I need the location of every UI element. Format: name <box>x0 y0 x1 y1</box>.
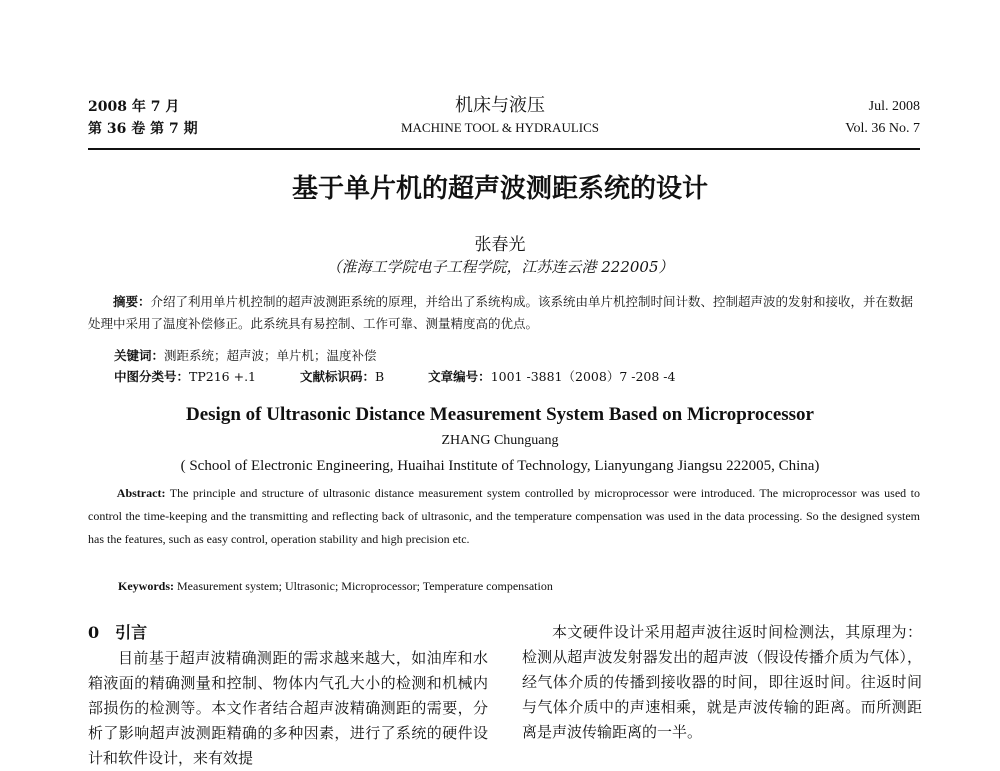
doc-code-label: 文献标识码： <box>299 369 375 384</box>
method-paragraph: 本文硬件设计采用超声波往返时间检测法，其原理为：检测从超声波发射器发出的超声波（假设传播介质为气体），经气体介质的传播到接收器的时间，即往返时间。往返时间与气体介质中的声速相乘，就是声波传输的距离。而所测距离是声波传输距离的一半。 <box>522 623 922 741</box>
journal-name-en: MACHINE TOOL & HYDRAULICS <box>400 120 599 135</box>
article-no-label: 文章编号： <box>428 369 491 384</box>
clc-value: TP216 +.1 <box>189 369 256 384</box>
abstract-cn <box>88 291 920 335</box>
journal-name-cn: 机床与液压 <box>455 95 545 116</box>
intro-paragraph: 目前基于超声波精确测距的需求越来越大，如油库和水箱液面的精确测量和控制、物体内气孔大小的检测和机械内部损伤的检测等。本文作者结合超声波精确测距的需要，分析了影响超声波测距精确的多种因素，进行了系统的硬件设计和软件设计，来有效提 <box>88 649 488 767</box>
doc-code-value: B <box>375 369 385 384</box>
header-rule <box>88 148 920 150</box>
header-right <box>845 96 920 140</box>
abstract-cn-text: 介绍了利用单片机控制的超声波测距系统的原理，并给出了系统构成。该系统由单片机控制时间计数、控制超声波的发射和接收，并在数据处理中采用了温度补偿修正。此系统具有易控制、工作可靠、测量精度高的优点。 <box>88 294 914 331</box>
issue-date-cn: 2008 年 7 月 <box>88 99 180 115</box>
paper-title-cn: 基于单片机的超声波测距系统的设计 <box>291 174 708 204</box>
paper-title-en: Design of Ultrasonic Distance Measurement System Based on Microprocessor <box>186 404 814 425</box>
keywords-cn-label: 关键词： <box>114 348 165 363</box>
article-no-value: 1001 -3881（2008）7 -208 -4 <box>490 369 676 384</box>
author-cn: 张春光 <box>474 235 526 255</box>
clc-label: 中图分类号： <box>114 369 190 384</box>
affiliation-cn: （淮海工学院电子工程学院，江苏连云港 222005） <box>326 258 674 276</box>
abstract-en-label: Abstract: <box>116 486 166 500</box>
header-left <box>88 96 198 140</box>
volume-cn: 第 36 卷 第 7 期 <box>88 121 198 137</box>
issue-date-en: Jul. 2008 <box>868 99 920 114</box>
abstract-en <box>88 482 920 551</box>
body-right-column <box>522 620 922 745</box>
keywords-cn-text: 测距系统；超声波；单片机；温度补偿 <box>164 348 377 363</box>
keywords-en-label: Keywords: <box>118 579 174 593</box>
volume-en: Vol. 36 No. 7 <box>845 121 920 136</box>
author-en: ZHANG Chunguang <box>441 433 559 448</box>
keywords-en-text: Measurement system; Ultrasonic; Microprocessor; Temperature compensation <box>177 579 553 593</box>
abstract-cn-label: 摘要： <box>113 294 151 309</box>
keywords-en <box>118 579 553 594</box>
classification-line <box>114 367 715 385</box>
abstract-en-text: The principle and structure of ultrasonic distance measurement system controlled by microprocessor were introduced. The microprocessor was used to control the time-keeping and the transmitting and reflecting back of ultrasonic, and the temperature compensation was used in the data processing. So the designed system has the features, such as easy control, operation stability and high precision etc. <box>88 486 920 546</box>
journal-name <box>280 94 720 138</box>
body-left-column <box>88 620 488 771</box>
keywords-cn <box>114 346 377 364</box>
section-heading-introduction: 0 引言 <box>88 623 148 642</box>
affiliation-en: ( School of Electronic Engineering, Huaihai Institute of Technology, Lianyungang Jiangsu 222005, China) <box>180 458 820 474</box>
